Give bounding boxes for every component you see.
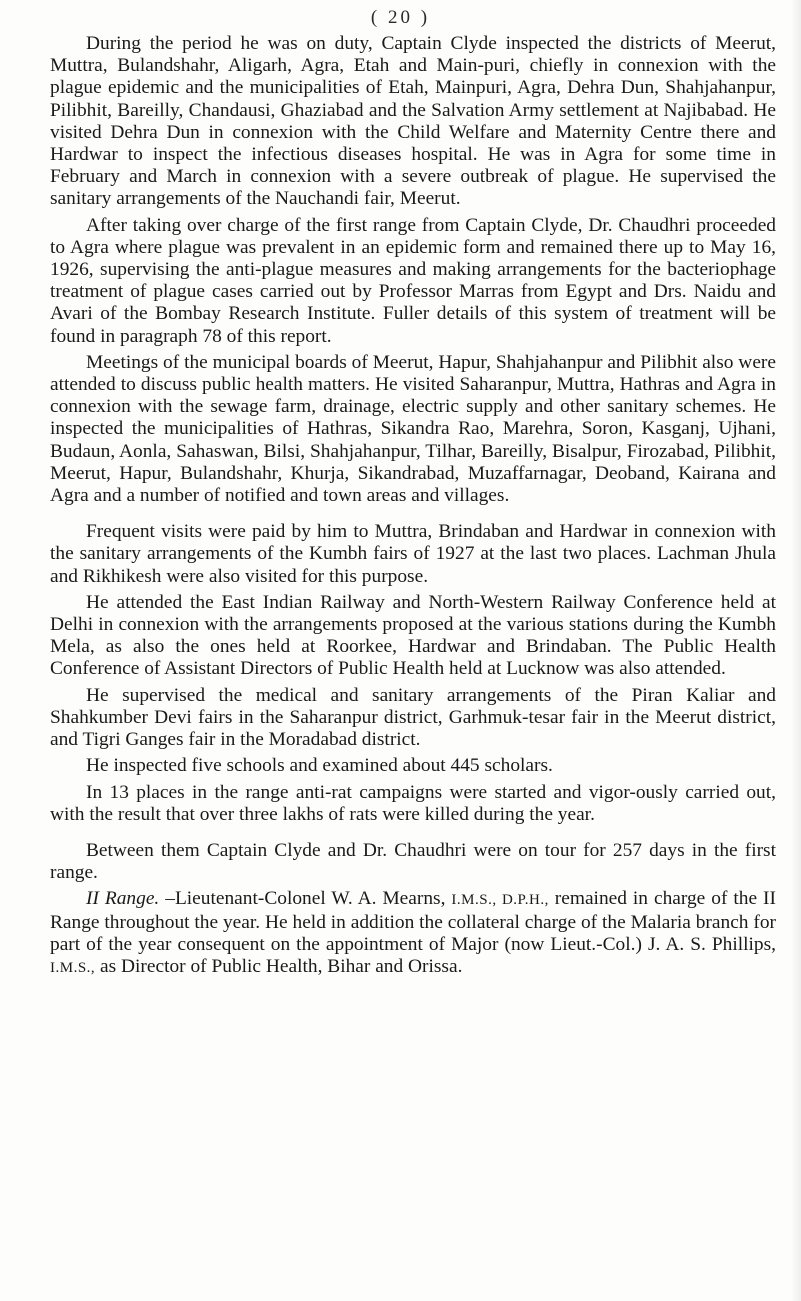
paragraph-anti-rat-campaigns: In 13 places in the range anti-rat campaigns were started and vigor-ously carried out, with the result that over three lakhs of rats were killed during the year.: [50, 781, 776, 825]
page-edge-shadow: [791, 0, 801, 1301]
paragraph-school-inspection: He inspected five schools and examined about 445 scholars.: [86, 755, 553, 777]
paragraph-captain-clyde-tours: During the period he was on duty, Captain Clyde inspected the districts of Meerut, Muttra, Bulandshahr, Aligarh, Agra, Etah and Main-puri, chiefly in connexion with the plague epidemic and the municipalities of Etah, Mainpuri, Agra, Dehra Dun, Shahjahanpur, Pilibhit, Bareilly, Chandausi, Ghaziabad and the Salvation Army settlement at Najibabad. He visited Dehra Dun in connexion with the Child Welfare and Maternity Centre there and Hardwar to inspect the infectious diseases hospital. He was in Agra for some time in February and March in connexion with a severe outbreak of plague. He supervised the sanitary arrangements of the Nauchandi fair, Meerut.: [50, 33, 776, 210]
paragraph-fairs-supervision: He supervised the medical and sanitary arrangements of the Piran Kaliar and Shahkumber Devi fairs in the Saharanpur district, Garhmuk-tesar fair in the Meerut district, and Tigri Ganges fair in the Moradabad district.: [50, 684, 776, 751]
range-heading: II Range.: [86, 888, 160, 910]
page-number: ( 20 ): [370, 7, 431, 28]
degree-abbreviation-2: I.M.S.,: [50, 959, 96, 976]
paragraph-dr-chaudhri-agra: After taking over charge of the first range from Captain Clyde, Dr. Chaudhri proceeded to Agra where plague was prevalent in an epidemic form and remained there up to May 16, 1926, supervising the anti-plague measures and making arrangements for the bacteriophage treatment of plague cases carried out by Professor Marras from Egypt and Drs. Naidu and Avari of the Bombay Research Institute. Fuller details of this system of treatment will be found in paragraph 78 of this report.: [50, 214, 776, 347]
range-text-part-2: remained in charge of the II Range throughout the year. He held in addition the collateral charge of the Malaria branch for part of the year consequent on the appointment of Major (now Lieut.-Col.) J. A. S. Phillips,: [50, 888, 776, 955]
body-text: [50, 33, 776, 982]
paragraph-railway-conference: He attended the East Indian Railway and North-Western Railway Conference held at Delhi in connexion with the arrangements proposed at the various stations during the Kumbh Mela, as also the ones held at Roorkee, Hardwar and Brindaban. The Public Health Conference of Assistant Directors of Public Health held at Lucknow was also attended.: [50, 591, 776, 680]
range-text-part-1: –Lieutenant-Colonel W. A. Mearns,: [159, 888, 452, 910]
paragraph-tour-days: Between them Captain Clyde and Dr. Chaudhri were on tour for 257 days in the first range.: [50, 839, 776, 884]
range-text-part-3: as Director of Public Health, Bihar and Orissa.: [95, 955, 463, 977]
paragraph-second-range: [50, 888, 776, 979]
degree-abbreviation: I.M.S., D.P.H.,: [451, 892, 549, 909]
paragraph-kumbh-fairs: Frequent visits were paid by him to Muttra, Brindaban and Hardwar in connexion with the sanitary arrangements of the Kumbh fairs of 1927 at the last two places. Lachman Jhula and Rikhikesh were also visited for this purpose.: [50, 521, 776, 587]
paragraph-municipal-boards: Meetings of the municipal boards of Meerut, Hapur, Shahjahanpur and Pilibhit also were attended to discuss public health matters. He visited Saharanpur, Muttra, Hathras and Agra in connexion with the sewage farm, drainage, electric supply and other sanitary schemes. He inspected the municipalities of Hathras, Sikandra Rao, Marehra, Soron, Kasganj, Ujhani, Budaun, Aonla, Sahaswan, Bilsi, Shahjahanpur, Tilhar, Bareilly, Bisalpur, Firozabad, Pilibhit, Meerut, Hapur, Bulandshahr, Khurja, Sikandrabad, Muzaffarnagar, Deoband, Kairana and Agra and a number of notified and town areas and villages.: [50, 351, 776, 507]
